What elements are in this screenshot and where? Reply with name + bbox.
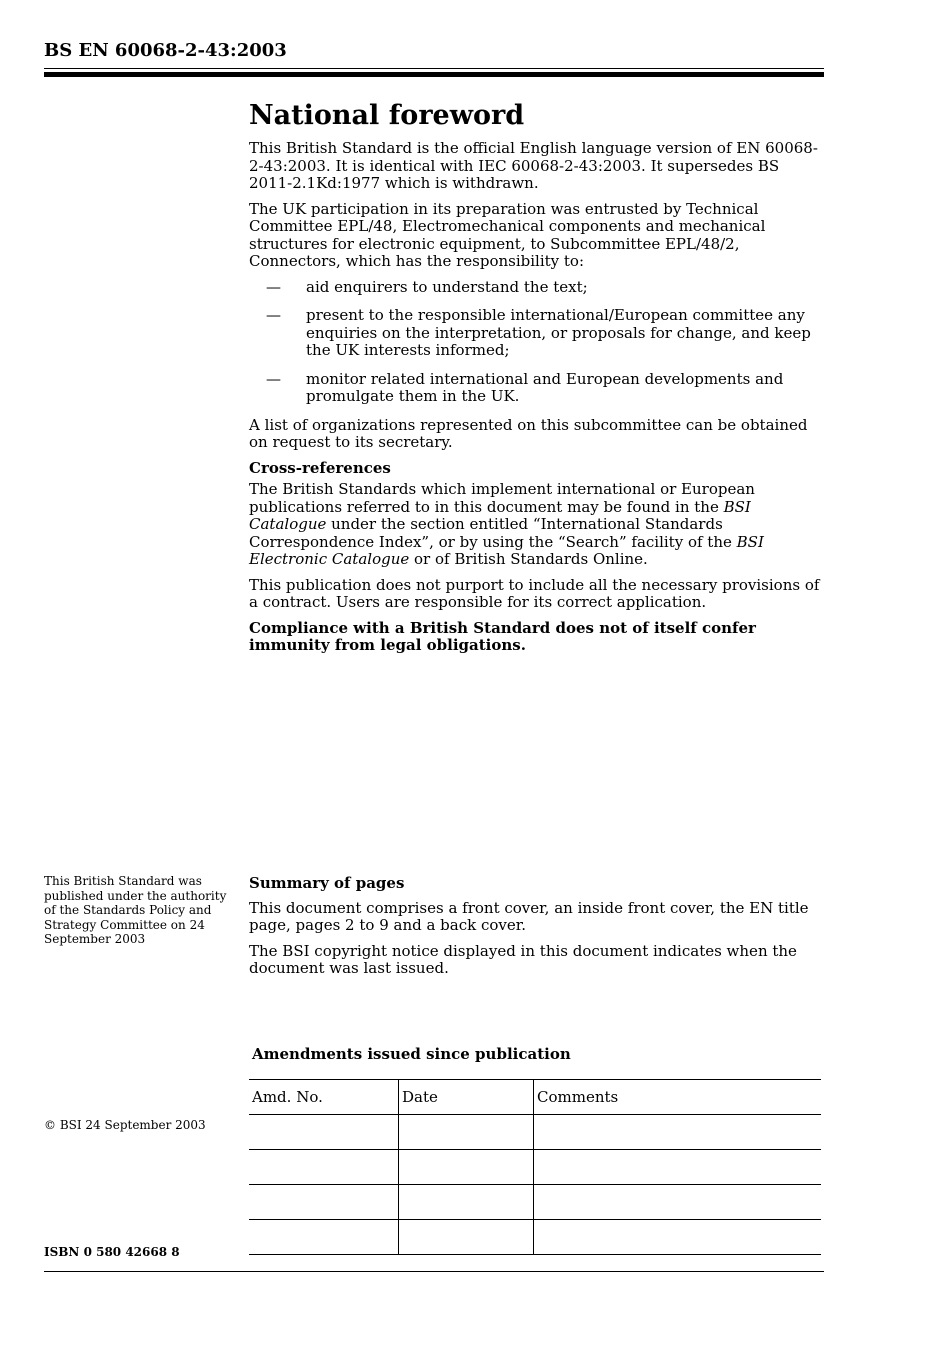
foreword-paragraph-4: This publication does not purport to include all the necessary provisions of a contract. Users are responsible for its correct application.: [249, 575, 820, 611]
list-item-text: monitor related international and European developments and promulgate them in the UK.: [306, 369, 784, 405]
table-row: [249, 1220, 821, 1255]
column-header-amd-no: Amd. No.: [249, 1080, 399, 1115]
bsi-electronic-catalogue-title: BSI Electronic Catalogue: [249, 532, 764, 568]
summary-paragraph-2: The BSI copyright notice displayed in this document indicates when the document was last issued.: [249, 941, 797, 977]
page-title: National foreword: [249, 100, 525, 131]
copyright-notice: © BSI 24 September 2003: [44, 1118, 206, 1132]
footer-rule: [44, 1271, 824, 1272]
publication-note: This British Standard was published under the authority of the Standards Policy and Strategy Committee on 24 September 2003: [44, 874, 227, 946]
list-item: [249, 371, 824, 406]
amendments-table: [249, 1079, 821, 1255]
dash-marker: —: [266, 277, 281, 296]
isbn: ISBN 0 580 42668 8: [44, 1245, 180, 1259]
list-item: [249, 307, 824, 360]
column-header-comments: Comments: [534, 1080, 822, 1115]
summary-paragraph-1: This document comprises a front cover, an inside front cover, the EN title page, pages 2 to 9 and a back cover.: [249, 898, 809, 934]
table-header-row: [249, 1080, 821, 1115]
dash-marker: —: [266, 306, 281, 324]
document-id: BS EN 60068-2-43:2003: [44, 40, 287, 61]
foreword-paragraph-3: A list of organizations represented on this subcommittee can be obtained on request to its secretary.: [249, 415, 808, 451]
foreword-paragraph-2: The UK participation in its preparation was entrusted by Technical Committee EPL/48, Electromechanical components and mechanical structures for electronic equipment, to Subcommittee EPL/48/2, Connectors, which has the responsibility to:: [249, 199, 766, 270]
foreword-paragraph-1: This British Standard is the official English language version of EN 60068-2-43:2003. It is identical with IEC 60068-2-43:2003. It supersedes BS 2011-2.1Kd:1977 which is withdrawn.: [249, 139, 818, 192]
column-header-date: Date: [399, 1080, 534, 1115]
summary-section: [249, 875, 824, 986]
responsibility-list: [249, 279, 824, 406]
compliance-statement: Compliance with a British Standard does not of itself confer immunity from legal obligations.: [249, 618, 756, 654]
cross-references-heading: Cross-references: [249, 458, 391, 477]
list-item-text: aid enquirers to understand the text;: [306, 277, 588, 296]
header-rule-thin: [44, 68, 824, 69]
header-rule-thick: [44, 72, 824, 77]
bsi-catalogue-title: BSI Catalogue: [249, 497, 751, 533]
dash-marker: —: [266, 369, 281, 388]
list-item-text: present to the responsible international/European committee any enquiries on the interpretation, or proposals for change, and keep the UK interests informed;: [306, 306, 811, 359]
summary-heading: Summary of pages: [249, 874, 405, 892]
foreword-body: [249, 140, 824, 663]
table-row: [249, 1115, 821, 1150]
amendments-heading: Amendments issued since publication: [252, 1045, 571, 1063]
cross-references-paragraph: The British Standards which implement international or European publications referred to in this document may be found in the BSI Catalogue under the section entitled “International Standards Correspondence Index”, or by using the “Search” facility of the BSI Electronic Catalogue or of British Standards Online.: [249, 480, 764, 568]
table-row: [249, 1150, 821, 1185]
table-row: [249, 1185, 821, 1220]
list-item: [249, 279, 824, 297]
